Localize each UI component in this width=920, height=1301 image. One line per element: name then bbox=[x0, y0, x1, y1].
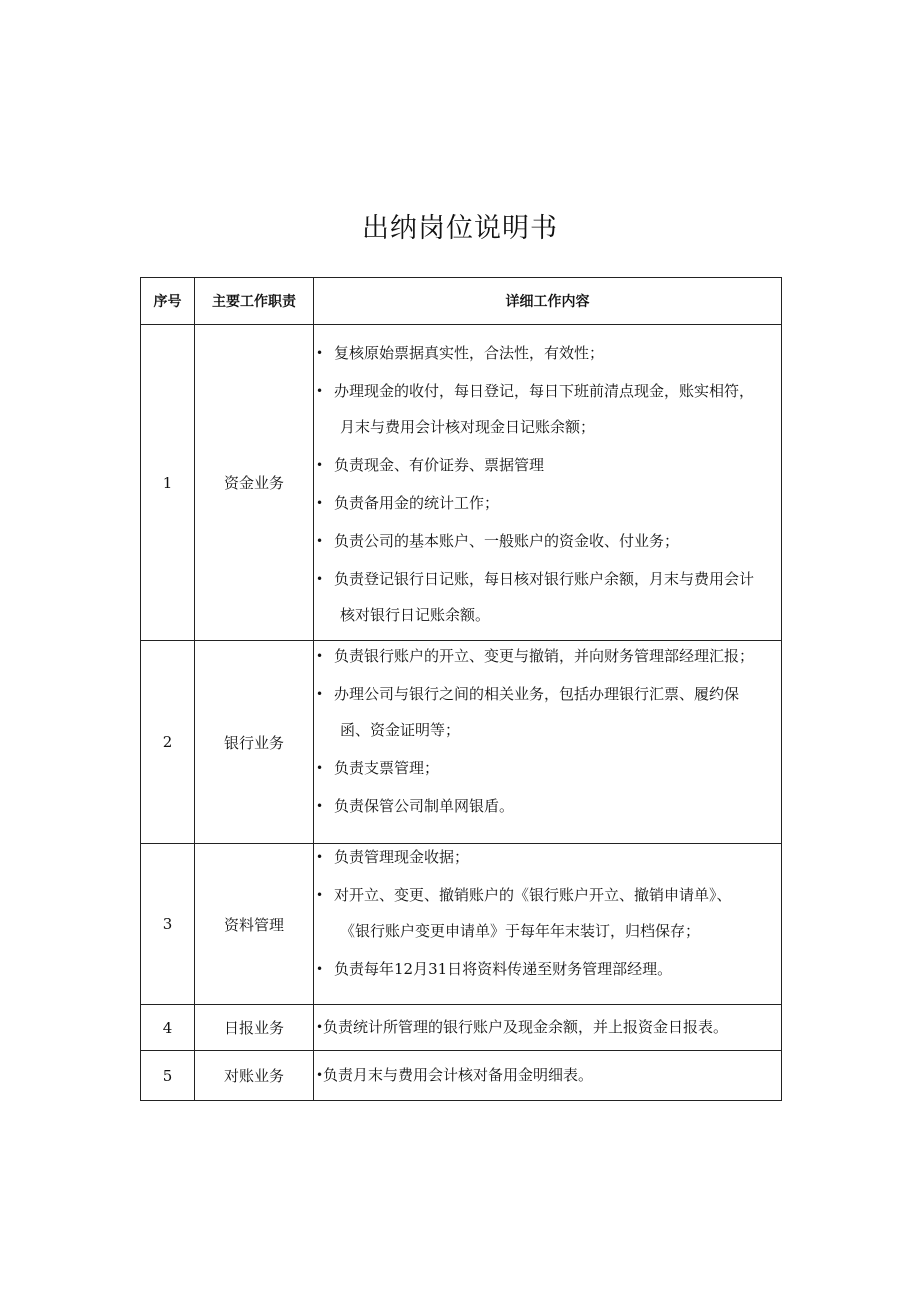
item-text: 办理公司与银行之间的相关业务，包括办理银行汇票、履约保 bbox=[334, 685, 740, 703]
list-item bbox=[314, 456, 781, 475]
table-row bbox=[141, 641, 782, 844]
bullet-icon: • bbox=[316, 496, 324, 510]
bullet-icon: • bbox=[316, 850, 324, 864]
list-item bbox=[314, 1018, 781, 1037]
item-text: 负责公司的基本账户、一般账户的资金收、付业务； bbox=[334, 532, 680, 550]
row-no: 4 bbox=[141, 1005, 195, 1051]
row-no: 5 bbox=[141, 1051, 195, 1101]
duty-table bbox=[140, 277, 782, 1101]
item-text-continued: 月末与费用会计核对现金日记账余额； bbox=[340, 418, 596, 436]
header-detail: 详细工作内容 bbox=[314, 278, 782, 325]
row-no: 1 bbox=[141, 325, 195, 641]
item-text: 负责保管公司制单网银盾。 bbox=[334, 797, 515, 815]
item-text: 负责支票管理； bbox=[334, 759, 440, 777]
list-item bbox=[314, 848, 781, 867]
header-row bbox=[141, 278, 782, 325]
row-main-duty: 资金业务 bbox=[195, 325, 314, 641]
item-text-continued: 核对银行日记账余额。 bbox=[340, 606, 491, 624]
list-item bbox=[314, 344, 781, 363]
list-item bbox=[314, 685, 781, 740]
item-text-continued: 函、资金证明等； bbox=[340, 721, 461, 739]
list-item bbox=[314, 382, 781, 437]
table-row bbox=[141, 844, 782, 1005]
row-main-duty: 银行业务 bbox=[195, 641, 314, 844]
row-no: 2 bbox=[141, 641, 195, 844]
bullet-icon: • bbox=[316, 649, 324, 663]
row-no: 3 bbox=[141, 844, 195, 1005]
list-item bbox=[314, 532, 781, 551]
header-no: 序号 bbox=[141, 278, 195, 325]
row-main-duty: 对账业务 bbox=[195, 1051, 314, 1101]
table-row bbox=[141, 325, 782, 641]
item-text: 负责月末与费用会计核对备用金明细表。 bbox=[323, 1066, 594, 1084]
row-main-duty: 资料管理 bbox=[195, 844, 314, 1005]
row-detail bbox=[314, 844, 782, 1005]
list-item bbox=[314, 759, 781, 778]
list-item bbox=[314, 886, 781, 941]
list-item bbox=[314, 797, 781, 816]
bullet-icon: • bbox=[316, 888, 324, 902]
bullet-icon: • bbox=[316, 962, 324, 976]
table-row bbox=[141, 1051, 782, 1101]
bullet-icon: • bbox=[316, 1020, 324, 1034]
bullet-icon: • bbox=[316, 1068, 324, 1082]
header-main-duty: 主要工作职责 bbox=[195, 278, 314, 325]
item-text: 负责现金、有价证券、票据管理 bbox=[334, 456, 545, 474]
bullet-icon: • bbox=[316, 687, 324, 701]
item-text: 负责管理现金收据； bbox=[334, 848, 470, 866]
row-detail bbox=[314, 325, 782, 641]
bullet-icon: • bbox=[316, 534, 324, 548]
item-text: 负责统计所管理的银行账户及现金余额，并上报资金日报表。 bbox=[323, 1018, 729, 1036]
list-item bbox=[314, 647, 781, 666]
item-text: 负责每年12月31日将资料传递至财务管理部经理。 bbox=[334, 960, 673, 978]
item-text: 负责备用金的统计工作； bbox=[334, 494, 500, 512]
item-text: 负责登记银行日记账，每日核对银行账户余额，月末与费用会计 bbox=[334, 570, 755, 588]
item-text-continued: 《银行账户变更申请单》于每年年末装订，归档保存； bbox=[340, 922, 701, 940]
list-item bbox=[314, 494, 781, 513]
bullet-icon: • bbox=[316, 458, 324, 472]
row-detail bbox=[314, 1005, 782, 1051]
bullet-icon: • bbox=[316, 384, 324, 398]
bullet-icon: • bbox=[316, 346, 324, 360]
bullet-icon: • bbox=[316, 572, 324, 586]
row-detail bbox=[314, 1051, 782, 1101]
table-row bbox=[141, 1005, 782, 1051]
bullet-icon: • bbox=[316, 761, 324, 775]
list-item bbox=[314, 960, 781, 979]
page-title: 出纳岗位说明书 bbox=[362, 213, 558, 244]
item-text: 对开立、变更、撤销账户的《银行账户开立、撤销申请单》、 bbox=[334, 886, 732, 904]
item-text: 办理现金的收付，每日登记，每日下班前清点现金，账实相符， bbox=[334, 382, 755, 400]
row-detail bbox=[314, 641, 782, 844]
list-item bbox=[314, 1066, 781, 1085]
list-item bbox=[314, 570, 781, 625]
item-text: 负责银行账户的开立、变更与撤销，并向财务管理部经理汇报； bbox=[334, 647, 755, 665]
item-text: 复核原始票据真实性，合法性，有效性； bbox=[334, 344, 605, 362]
row-main-duty: 日报业务 bbox=[195, 1005, 314, 1051]
bullet-icon: • bbox=[316, 799, 324, 813]
